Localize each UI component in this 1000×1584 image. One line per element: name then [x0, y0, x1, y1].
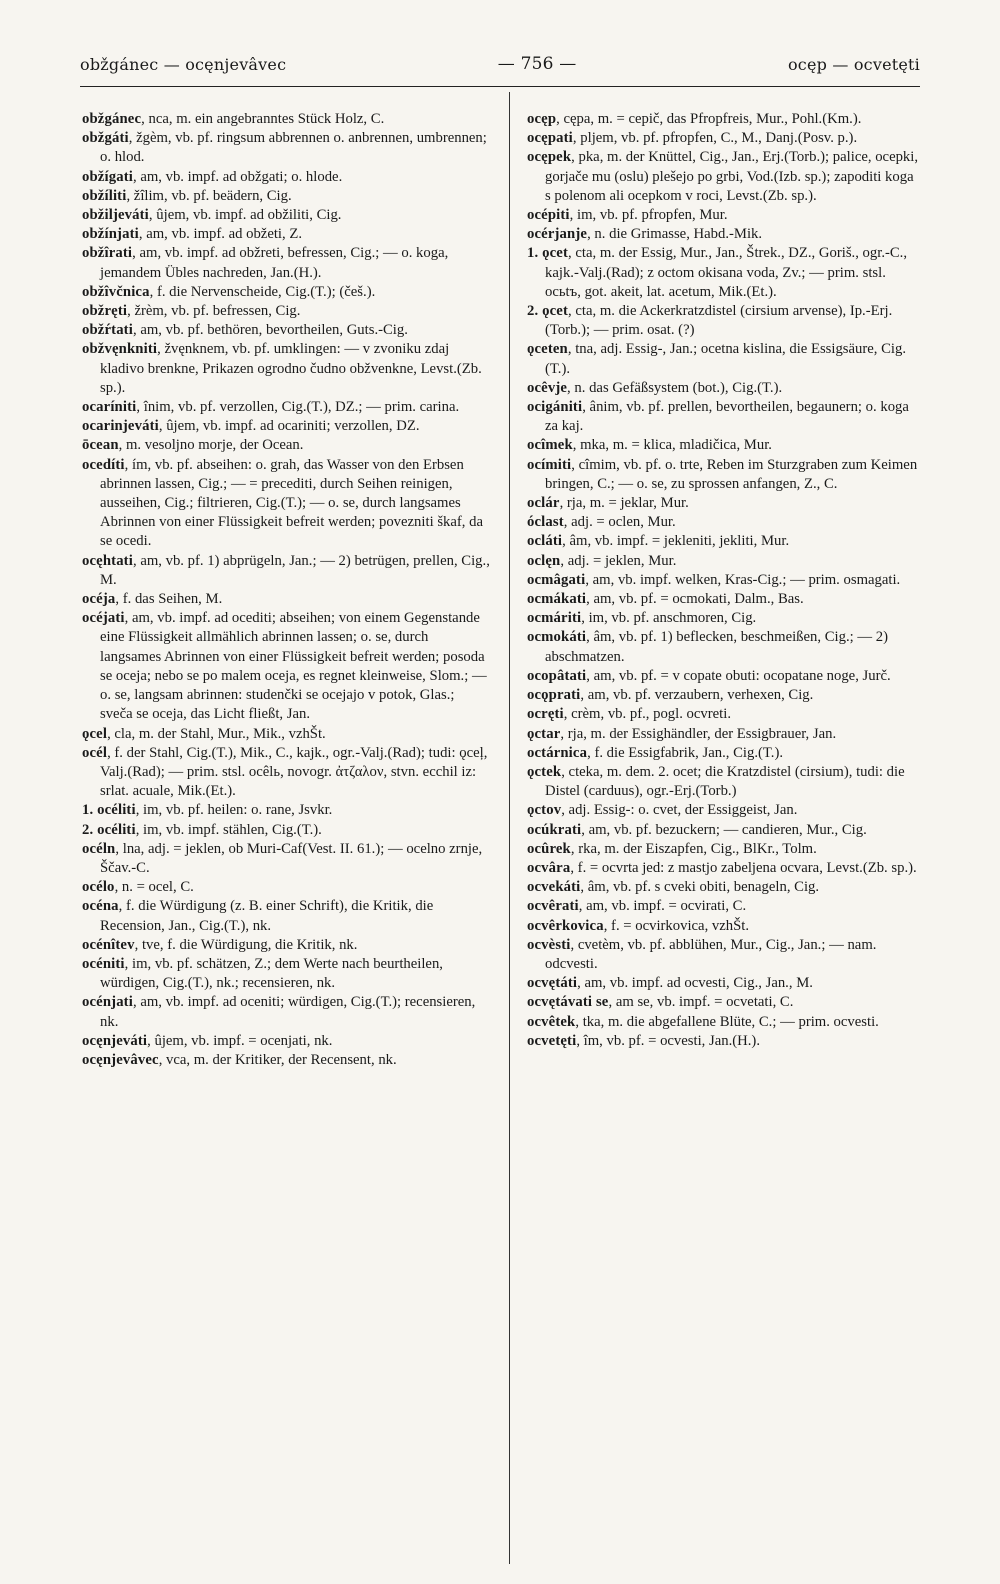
entry-definition: , im, vb. pf. schätzen, Z.; dem Werte nach beurtheilen, würdigen, Cig.(T.), nk.; recensieren, nk.	[100, 955, 443, 992]
dictionary-entry	[527, 1013, 919, 1032]
entry-definition: , cta, m. der Essig, Mur., Jan., Štrek., DZ., Goriš., ogr.-C., kajk.-Valj.(Rad); z octom okisana voda, Zv.; — prim. stsl. ocьtъ, got. akeit, lat. acetum, Mik.(Et.).	[545, 245, 908, 300]
entry-definition: , am, vb. impf. ad ocvesti, Cig., Jan., M.	[577, 975, 813, 992]
entry-definition: , ânim, vb. pf. prellen, bevortheilen, begaunern; o. koga za kaj.	[545, 399, 909, 435]
entry-definition: , tna, adj. Essig-, Jan.; ocetna kislina, die Essigsäure, Cig.(T.).	[545, 341, 907, 377]
entry-headword: obžgánec	[82, 111, 142, 127]
entry-headword: 2. océliti	[82, 821, 136, 838]
entry-definition: , âm, vb. pf. 1) beflecken, beschmeißen, Cig.; — 2) abschmatzen.	[545, 629, 888, 665]
entry-definition: , n. das Gefäßsystem (bot.), Cig.(T.).	[567, 379, 783, 396]
entry-headword: 1. océliti	[82, 802, 136, 819]
entry-headword: océja	[82, 591, 116, 608]
entry-definition: , adj. Essig-: o. cvet, der Essiggeist, Jan.	[561, 802, 798, 819]
dictionary-entry	[82, 110, 490, 129]
entry-headword: océl	[82, 744, 108, 761]
entry-headword: oclár	[527, 495, 560, 512]
entry-headword: ocęp	[527, 111, 557, 127]
dictionary-entry	[527, 436, 919, 455]
entry-headword: ocęnjevâvec	[82, 1051, 159, 1068]
dictionary-entry	[82, 187, 490, 206]
dictionary-entry	[527, 129, 919, 148]
entry-definition: , am, vb. impf. ad oceniti; würdigen, Cig.(T.); recensieren, nk.	[100, 994, 476, 1030]
dictionary-entry	[82, 936, 490, 955]
entry-definition: , am, vb. impf. welken, Kras-Cig.; — prim. osmagati.	[585, 571, 901, 588]
dictionary-entry	[82, 955, 490, 993]
entry-headword: ōcean	[82, 437, 119, 454]
dictionary-entry	[82, 225, 490, 244]
entry-definition: , pljem, vb. pf. pfropfen, C., M., Danj.(Posv. p.).	[572, 130, 858, 147]
entry-headword: ǫctar	[527, 725, 561, 742]
entry-headword: obžîrati	[82, 245, 133, 262]
entry-headword: obžíliti	[82, 187, 127, 204]
entry-definition: , žgèm, vb. pf. ringsum abbrennen o. anbrennen, umbrennen; o. hlod.	[100, 130, 487, 166]
entry-headword: óclast	[527, 514, 564, 531]
dictionary-entry	[82, 993, 490, 1031]
dictionary-entry	[82, 590, 490, 609]
entry-definition: , m. vesoljno morje, der Ocean.	[118, 437, 304, 454]
entry-headword: ocǫprati	[527, 687, 581, 704]
dictionary-entry	[82, 552, 490, 590]
entry-definition: , am, vb. impf. ad ocediti; abseihen; von einem Gegenstande eine Flüssigkeit allmählich abrinnen lassen; o. se, durch langsames Abrinnen von einer Flüssigkeit befreit werden; posoda se oceja; nebo se po malem oceja, es regnet kleinweise, Slom.; — o. se, langsam abrinnen: studenčki se ocejajo v potok, Glas.; sveča se oceja, das Licht fließt, Jan.	[100, 610, 487, 723]
dictionary-entry	[82, 821, 490, 840]
entry-headword: ocláti	[527, 533, 563, 550]
entry-definition: , žîlim, vb. pf. beädern, Cig.	[126, 187, 292, 204]
dictionary-entry	[82, 321, 490, 340]
entry-definition: , tve, f. die Würdigung, die Kritik, nk.	[134, 936, 358, 953]
entry-definition: , žrèm, vb. pf. befressen, Cig.	[127, 303, 301, 320]
entry-definition: , f. das Seihen, M.	[115, 591, 223, 608]
entry-definition: , f. die Nervenscheide, Cig.(T.); (češ.).	[149, 283, 376, 300]
dictionary-entry	[527, 897, 919, 916]
entry-headword: ocigániti	[527, 399, 583, 416]
entry-definition: , am, vb. impf. ad obžgati; o. hlode.	[132, 168, 343, 185]
dictionary-entry	[82, 302, 490, 321]
entry-definition: , nca, m. ein angebranntes Stück Holz, C.	[141, 111, 385, 127]
entry-definition: , tka, m. die abgefallene Blüte, C.; — prim. ocvesti.	[575, 1013, 879, 1030]
entry-definition: , rja, m. = jeklar, Mur.	[559, 495, 689, 512]
entry-definition: , žvęnknem, vb. pf. umklingen: — v zvoniku zdaj kladivo brenkne, Prikazen ogrodno čudno obžvenkne, Levst.(Zb. sp.).	[100, 341, 482, 396]
dictionary-entry	[527, 552, 919, 571]
dictionary-entry	[82, 801, 490, 820]
entry-definition: , cta, m. die Ackerkratzdistel (cirsium arvense), Ip.-Erj.(Torb.); — prim. osat. (?)	[545, 303, 893, 339]
entry-headword: ocvekáti	[527, 879, 581, 896]
dictionary-entry	[527, 878, 919, 897]
entry-definition: , âm, vb. pf. s cveki obiti, benageln, Cig.	[580, 879, 820, 896]
entry-definition: , im, vb. pf. anschmoren, Cig.	[581, 610, 757, 627]
entry-definition: , crèm, vb. pf., pogl. ocvreti.	[563, 706, 732, 723]
entry-definition: , am, vb. pf. verzaubern, verhexen, Cig.	[580, 687, 814, 704]
dictionary-entry	[527, 302, 919, 340]
entry-headword: ocęnjeváti	[82, 1032, 148, 1049]
entry-definition: , f. die Würdigung (z. B. einer Schrift), die Kritik, die Recension, Jan., Cig.(T.), nk.	[100, 898, 434, 934]
entry-definition: , im, vb. pf. pfropfen, Mur.	[569, 207, 728, 224]
dictionary-entry	[527, 705, 919, 724]
entry-headword: ocvętávati se	[527, 994, 609, 1011]
dictionary-entry	[527, 225, 919, 244]
dictionary-entry	[82, 840, 490, 878]
entry-definition: , ûjem, vb. impf. ad ocariniti; verzollen, DZ.	[158, 418, 420, 435]
dictionary-entry	[527, 206, 919, 225]
entry-headword: ǫctek	[527, 763, 562, 780]
dictionary-entry	[527, 148, 919, 206]
header-right-range: ocęp — ocvetęti	[787, 54, 920, 74]
entry-definition: , ím, vb. pf. abseihen: o. grah, das Wasser von den Erbsen abrinnen lassen, Cig.; — = precediti, durch Seihen reinigen, ausseihen, Cig.; filtrieren, Cig.(T.); — o. se, durch langsames Abrinnen von einer Flüssigkeit befreit werden; povezniti škaf, da se ocedi.	[100, 456, 483, 550]
entry-definition: , mka, m. = klica, mladičica, Mur.	[572, 437, 772, 454]
dictionary-entry	[527, 821, 919, 840]
entry-headword: obžígati	[82, 168, 133, 185]
entry-headword: océjati	[82, 610, 125, 627]
entry-headword: ocopâtati	[527, 667, 587, 684]
dictionary-entry	[82, 744, 490, 802]
left-column	[82, 110, 490, 1070]
entry-definition: , pka, m. der Knüttel, Cig., Jan., Erj.(Torb.); palice, ocepki, gorjače mu (oslu) plešejo po grbi, Vod.(Izb. sp.); zapoditi koga s polenom ali ocepkom v roci, Levst.(Zb. sp.).	[545, 149, 919, 204]
dictionary-entry	[527, 609, 919, 628]
entry-definition: , am, vb. impf. ad obžreti, befressen, Cig.; — o. koga, jemandem Übles nachreden, Jan.(H.).	[100, 245, 449, 281]
entry-headword: ocvetęti	[527, 1032, 577, 1049]
dictionary-entry	[527, 1032, 919, 1051]
entry-definition: , am se, vb. impf. = ocvetati, C.	[608, 994, 794, 1011]
dictionary-entry	[527, 532, 919, 551]
header-rule	[80, 86, 920, 87]
entry-headword: océniti	[82, 955, 125, 972]
entry-headword: ocępek	[527, 149, 572, 166]
entry-definition: , înim, vb. pf. verzollen, Cig.(T.), DZ.; — prim. carina.	[136, 399, 460, 416]
entry-headword: obžvęnkniti	[82, 341, 158, 358]
dictionary-entry	[527, 628, 919, 666]
dictionary-entry	[527, 801, 919, 820]
entry-headword: ocvêtek	[527, 1013, 576, 1030]
entry-definition: , am, vb. pf. = ocmokati, Dalm., Bas.	[586, 591, 804, 608]
dictionary-entry	[82, 168, 490, 187]
dictionary-entry	[527, 840, 919, 859]
entry-definition: , ûjem, vb. impf. = ocenjati, nk.	[147, 1032, 333, 1049]
column-divider	[509, 92, 510, 1564]
dictionary-entry	[527, 340, 919, 378]
entry-definition: , adj. = oclen, Mur.	[563, 514, 676, 531]
entry-headword: 2. ǫcet	[527, 303, 569, 320]
entry-headword: océnjati	[82, 994, 133, 1011]
entry-headword: ocmáriti	[527, 610, 582, 627]
dictionary-entry	[82, 283, 490, 302]
entry-headword: ocûrek	[527, 840, 571, 857]
dictionary-entry	[82, 609, 490, 724]
entry-headword: obžgáti	[82, 130, 129, 147]
entry-headword: ocręti	[527, 706, 564, 723]
entry-definition: , am, vb. pf. bethören, bevortheilen, Guts.-Cig.	[132, 322, 408, 339]
dictionary-entry	[82, 340, 490, 398]
entry-headword: ocvêrkovica	[527, 917, 604, 934]
entry-headword: océln	[82, 840, 116, 857]
entry-definition: , ûjem, vb. impf. ad obžiliti, Cig.	[148, 207, 342, 224]
entry-headword: obžiljeváti	[82, 207, 149, 224]
entry-definition: , cla, m. der Stahl, Mur., Mik., vzhŠt.	[107, 725, 326, 742]
entry-definition: , rka, m. der Eiszapfen, Cig., BlKr., Tolm.	[570, 840, 817, 857]
entry-headword: ocêvje	[527, 379, 568, 396]
dictionary-entry	[527, 725, 919, 744]
dictionary-entry	[527, 974, 919, 993]
entry-headword: ǫcel	[82, 725, 108, 742]
dictionary-entry	[527, 494, 919, 513]
entry-definition: , adj. = jeklen, Mur.	[560, 552, 677, 569]
dictionary-entry	[82, 398, 490, 417]
entry-headword: obžîvčnica	[82, 283, 150, 300]
dictionary-entry	[527, 686, 919, 705]
page-header	[80, 44, 920, 84]
dictionary-entry	[527, 859, 919, 878]
dictionary-entry	[82, 1032, 490, 1051]
entry-headword: ocmokáti	[527, 629, 587, 646]
dictionary-entry	[527, 110, 919, 129]
dictionary-entry	[527, 917, 919, 936]
header-left-range: obžgánec — ocęnjevâvec	[80, 54, 287, 74]
dictionary-entry	[82, 244, 490, 282]
entry-headword: ocvêrati	[527, 898, 579, 915]
dictionary-entry	[82, 897, 490, 935]
entry-headword: océrjanje	[527, 226, 588, 243]
dictionary-entry	[527, 571, 919, 590]
dictionary-entry	[527, 398, 919, 436]
dictionary-entry	[82, 878, 490, 897]
dictionary-entry	[82, 417, 490, 436]
entry-definition: , f. = ocvrta jed: z mastjo zabeljena ocvara, Levst.(Zb. sp.).	[570, 859, 917, 876]
entry-headword: ocmákati	[527, 591, 587, 608]
dictionary-entry	[527, 993, 919, 1012]
entry-definition: , am, vb. impf. = ocvirati, C.	[578, 898, 747, 915]
entry-definition: , f. = ocvirkovica, vzhŠt.	[603, 917, 750, 934]
entry-definition: , im, vb. impf. stählen, Cig.(T.).	[135, 821, 322, 838]
entry-headword: ocímiti	[527, 456, 572, 473]
dictionary-entry	[527, 667, 919, 686]
dictionary-entry	[82, 1051, 490, 1070]
entry-headword: obžręti	[82, 303, 128, 320]
entry-definition: , n. die Grimasse, Habd.-Mik.	[587, 226, 763, 243]
entry-headword: ocępati	[527, 130, 573, 147]
entry-headword: ocúkrati	[527, 821, 582, 838]
entry-headword: ocvèsti	[527, 936, 571, 953]
entry-definition: , n. = ocel, C.	[114, 879, 194, 896]
entry-definition: , âm, vb. impf. = jekleniti, jekliti, Mur.	[562, 533, 790, 550]
entry-headword: 1. ǫcet	[527, 245, 569, 262]
entry-headword: ocîmek	[527, 437, 573, 454]
entry-headword: ocvętáti	[527, 975, 578, 992]
entry-headword: obžŕtati	[82, 322, 133, 339]
entry-headword: océnîtev	[82, 936, 135, 953]
dictionary-entry	[82, 725, 490, 744]
entry-definition: , f. die Essigfabrik, Jan., Cig.(T.).	[587, 744, 784, 761]
entry-headword: ocarinjeváti	[82, 418, 159, 435]
entry-headword: oclęn	[527, 552, 561, 569]
entry-definition: , cvetèm, vb. pf. abblühen, Mur., Cig., Jan.; — nam. odcvesti.	[545, 936, 877, 972]
dictionary-entry	[527, 763, 919, 801]
dictionary-entry	[527, 456, 919, 494]
dictionary-entry	[527, 379, 919, 398]
entry-headword: océlo	[82, 879, 115, 896]
entry-headword: océpiti	[527, 207, 570, 224]
dictionary-entry	[82, 206, 490, 225]
entry-headword: ocmâgati	[527, 571, 586, 588]
entry-headword: ǫceten	[527, 341, 568, 358]
dictionary-entry	[82, 456, 490, 552]
entry-headword: ocedíti	[82, 456, 125, 473]
entry-headword: océna	[82, 898, 119, 915]
entry-definition: , îm, vb. pf. = ocvesti, Jan.(H.).	[576, 1032, 760, 1049]
entry-headword: ocęhtati	[82, 552, 133, 569]
entry-definition: , am, vb. pf. bezuckern; — candieren, Mur., Cig.	[581, 821, 867, 838]
entry-definition: , cîmim, vb. pf. o. trte, Reben im Sturzgraben zum Keimen bringen, C.; — o. se, zu sprossen anfangen, Z., C.	[545, 456, 918, 492]
entry-headword: octárnica	[527, 744, 588, 761]
entry-definition: , f. der Stahl, Cig.(T.), Mik., C., kajk., ogr.-Valj.(Rad); tudi: ǫceļ, Valj.(Rad); — prim. stsl. ocêlь, novogr. ἀτζαλον, stvn. ecchil iz: srlat. acuale, Mik.(Et.).	[100, 744, 488, 800]
entry-definition: , cępa, m. = cepič, das Pfropfreis, Mur., Pohl.(Km.).	[556, 111, 862, 127]
page-number: — 756 —	[497, 54, 577, 74]
dictionary-entry	[527, 244, 919, 302]
entry-headword: obžínjati	[82, 226, 139, 243]
entry-definition: , rja, m. der Essighändler, der Essigbrauer, Jan.	[560, 725, 837, 742]
dictionary-entry	[527, 590, 919, 609]
dictionary-entry	[82, 436, 490, 455]
dictionary-entry	[527, 513, 919, 532]
entry-definition: , lna, adj. = jeklen, ob Muri-Caf(Vest. II. 61.); — ocelno zrnje, Ščav.-C.	[100, 840, 483, 876]
entry-definition: , im, vb. pf. heilen: o. rane, Jsvkr.	[135, 802, 333, 819]
entry-definition: , am, vb. impf. ad obžeti, Z.	[138, 226, 302, 243]
right-column	[527, 110, 919, 1051]
entry-definition: , cteka, m. dem. 2. ocet; die Kratzdistel (cirsium), tudi: die Distel (carduus), ogr.-Erj.(Torb.)	[545, 763, 905, 800]
dictionary-entry	[82, 129, 490, 167]
entry-headword: ocvâra	[527, 859, 571, 876]
entry-definition: , vca, m. der Kritiker, der Recensent, nk.	[158, 1051, 397, 1068]
dictionary-entry	[527, 744, 919, 763]
entry-definition: , am, vb. pf. = v copate obuti: ocopatane noge, Jurč.	[586, 667, 891, 684]
entry-headword: ocaríniti	[82, 399, 137, 416]
dictionary-entry	[527, 936, 919, 974]
entry-headword: ǫctov	[527, 802, 562, 819]
entry-definition: , am, vb. pf. 1) abprügeln, Jan.; — 2) betrügen, prellen, Cig., M.	[100, 552, 490, 588]
